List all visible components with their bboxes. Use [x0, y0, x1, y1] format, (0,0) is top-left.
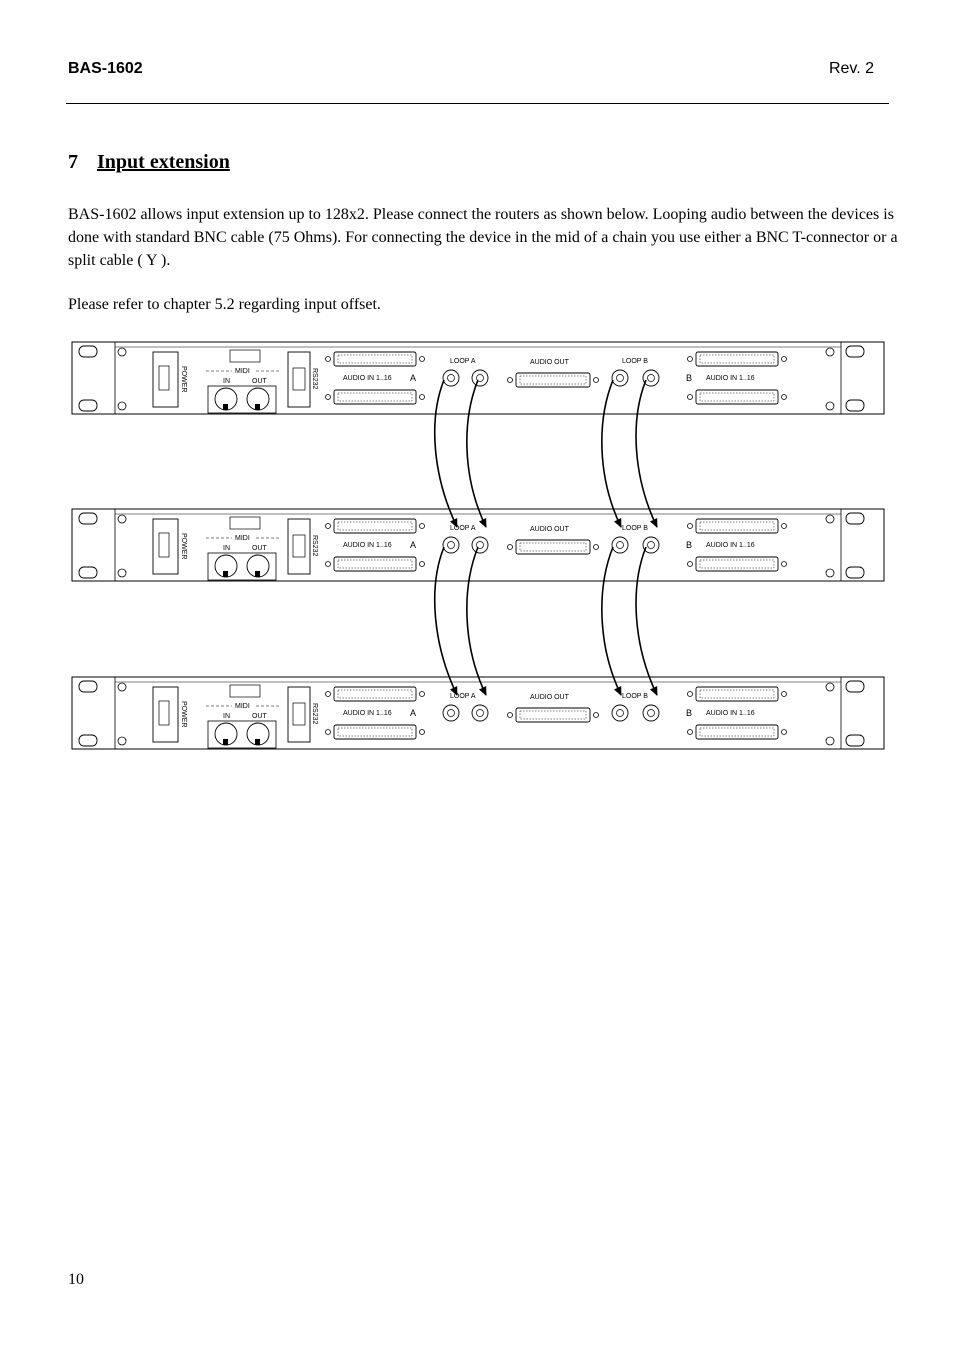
paragraph-reference: Please refer to chapter 5.2 regarding input offset.	[68, 296, 381, 313]
midi-label: MIDI	[235, 535, 250, 542]
ear-slot-1	[79, 346, 97, 357]
audio-in-a-upper-screw-right	[420, 524, 425, 529]
loop-a-bnc-1-pin	[448, 710, 455, 717]
audio-in-a-lower-pins	[338, 393, 412, 401]
unit-frame	[72, 677, 884, 749]
audio-in-b-lower-pins	[700, 728, 774, 736]
loop-b-bnc-2-pin	[648, 710, 655, 717]
audio-in-a-upper	[326, 352, 425, 366]
audio-out-connector-screw-left	[508, 713, 513, 718]
midi-switch	[230, 517, 260, 529]
audio-in-b-lower	[688, 557, 787, 571]
side-a-label: A	[410, 540, 417, 550]
side-b-label: B	[686, 373, 693, 383]
midi-switch	[230, 350, 260, 362]
audio-in-a-upper-screw-right	[420, 692, 425, 697]
loop-b-bnc-2-pin	[648, 375, 655, 382]
audio-in-a-upper-screw-left	[326, 357, 331, 362]
audio-in-b-lower-screw-right	[782, 562, 787, 567]
midi-in-key	[223, 404, 228, 410]
audio-in-b-lower-screw-right	[782, 730, 787, 735]
audio-in-a-lower-pins	[338, 560, 412, 568]
corner-screw-4	[826, 737, 834, 745]
power-connector	[159, 366, 169, 390]
power-label: POWER	[180, 366, 187, 393]
audio-in-a-upper-shell	[334, 352, 416, 366]
audio-out-connector-shell	[516, 540, 590, 554]
header-model: BAS-1602	[68, 60, 143, 77]
audio-in-b-lower-pins	[700, 560, 774, 568]
loop-a-bnc-2-ring	[472, 705, 488, 721]
page-number: 10	[68, 1271, 84, 1288]
loop-a-bnc-2-pin	[477, 710, 484, 717]
audio-in-a-lower	[326, 390, 425, 404]
audio-in-b-lower-pins	[700, 393, 774, 401]
audio-in-a-upper-shell	[334, 687, 416, 701]
audio-in-a-lower-screw-right	[420, 730, 425, 735]
rs232-box	[288, 687, 310, 742]
midi-switch	[230, 685, 260, 697]
corner-screw-1	[118, 348, 126, 356]
side-b-label: B	[686, 708, 693, 718]
audio-in-b-upper-shell	[696, 352, 778, 366]
audio-in-a-lower-shell	[334, 725, 416, 739]
loop-b-bnc-1-ring	[612, 537, 628, 553]
audio-in-b-lower-screw-left	[688, 562, 693, 567]
midi-label: MIDI	[235, 368, 250, 375]
ear-slot-2	[79, 567, 97, 578]
audio-in-b-upper-shell	[696, 687, 778, 701]
loop-a-bnc-2-ring	[472, 370, 488, 386]
loop-a-bnc-1-pin	[448, 375, 455, 382]
audio-out-connector-pins	[520, 376, 586, 384]
corner-screw-3	[826, 515, 834, 523]
side-b-label: B	[686, 540, 693, 550]
ear-slot-4	[846, 400, 864, 411]
audio-out-connector-pins	[520, 543, 586, 551]
ear-slot-2	[79, 735, 97, 746]
loop-b-bnc-1-pin	[617, 710, 624, 717]
audio-out-connector-screw-right	[594, 713, 599, 718]
audio-in-a-lower	[326, 557, 425, 571]
rack-unit-2	[72, 509, 884, 581]
audio-in-a-label: AUDIO IN 1..16	[343, 710, 392, 717]
loop-a-bnc-2-ring	[472, 537, 488, 553]
audio-in-a-upper-screw-left	[326, 524, 331, 529]
loop-b-bnc-2-pin	[648, 542, 655, 549]
audio-in-a-lower-screw-left	[326, 730, 331, 735]
loop-a-bnc-1-ring	[443, 537, 459, 553]
midi-in-label: IN	[223, 545, 230, 552]
side-a-label: A	[410, 708, 417, 718]
audio-in-b-upper	[688, 519, 787, 533]
midi-out-label: OUT	[252, 545, 267, 552]
loop-a-label: LOOP A	[450, 358, 476, 365]
audio-out-connector-screw-left	[508, 378, 513, 383]
audio-out-connector-pins	[520, 711, 586, 719]
loop-b-bnc-1-pin	[617, 375, 624, 382]
audio-in-a-upper-screw-right	[420, 357, 425, 362]
ear-slot-3	[846, 513, 864, 524]
audio-in-a-lower-shell	[334, 390, 416, 404]
audio-out-connector-screw-right	[594, 545, 599, 550]
rack-unit-3	[72, 677, 884, 749]
midi-out-key	[255, 739, 260, 745]
side-a-label: A	[410, 373, 417, 383]
audio-in-b-upper-screw-left	[688, 692, 693, 697]
ear-slot-3	[846, 681, 864, 692]
audio-in-a-upper-pins	[338, 522, 412, 530]
loop-a-bnc-1-pin	[448, 542, 455, 549]
power-connector	[159, 533, 169, 557]
rs232-label: RS232	[311, 535, 318, 557]
corner-screw-4	[826, 569, 834, 577]
loop-a-bnc-1	[443, 537, 459, 553]
section-heading	[68, 151, 230, 174]
audio-in-b-label: AUDIO IN 1..16	[706, 375, 755, 382]
loop-a-bnc-2	[472, 705, 488, 721]
loop-a-bnc-2	[472, 537, 488, 553]
corner-screw-1	[118, 683, 126, 691]
loop-a-label: LOOP A	[450, 693, 476, 700]
rack-units	[72, 342, 884, 749]
corner-screw-3	[826, 683, 834, 691]
power-connector	[159, 701, 169, 725]
audio-in-b-upper-screw-right	[782, 692, 787, 697]
audio-in-b-upper-screw-right	[782, 524, 787, 529]
audio-in-b-lower	[688, 390, 787, 404]
power-box	[153, 352, 178, 407]
loop-b-bnc-1	[612, 370, 628, 386]
loop-b-bnc-1-ring	[612, 370, 628, 386]
midi-in-label: IN	[223, 713, 230, 720]
loop-a-bnc-2	[472, 370, 488, 386]
midi-out-label: OUT	[252, 713, 267, 720]
midi-out-label: OUT	[252, 378, 267, 385]
loop-a-label: LOOP A	[450, 525, 476, 532]
power-box	[153, 687, 178, 742]
ear-slot-4	[846, 735, 864, 746]
midi-label: MIDI	[235, 703, 250, 710]
audio-in-b-upper-pins	[700, 690, 774, 698]
audio-in-b-lower-screw-left	[688, 730, 693, 735]
audio-in-a-upper	[326, 519, 425, 533]
paragraph-intro: BAS-1602 allows input extension up to 128x2. Please connect the routers as shown below. Looping audio between the devices is done with standard BNC cable (75 Ohms). For connecting the device in the mid of a chain you use either a BNC T-connector or a split cable ( Y ).	[68, 206, 898, 269]
corner-screw-3	[826, 348, 834, 356]
audio-in-b-upper	[688, 352, 787, 366]
loop-a-bnc-1	[443, 705, 459, 721]
loop-b-bnc-1-ring	[612, 705, 628, 721]
audio-out-label: AUDIO OUT	[530, 526, 569, 533]
rs232-connector	[293, 535, 305, 557]
section-title: Input extension	[97, 151, 230, 173]
audio-in-b-label: AUDIO IN 1..16	[706, 542, 755, 549]
audio-in-b-lower-shell	[696, 725, 778, 739]
loop-b-bnc-2-ring	[643, 705, 659, 721]
audio-in-b-upper-pins	[700, 355, 774, 363]
audio-in-a-upper-pins	[338, 690, 412, 698]
corner-screw-4	[826, 402, 834, 410]
corner-screw-2	[118, 402, 126, 410]
power-label: POWER	[180, 701, 187, 728]
header-revision: Rev. 2	[828, 60, 874, 77]
audio-in-b-lower-shell	[696, 390, 778, 404]
rs232-label: RS232	[311, 703, 318, 725]
audio-out-connector-screw-left	[508, 545, 513, 550]
rs232-connector	[293, 368, 305, 390]
audio-out-connector-screw-right	[594, 378, 599, 383]
audio-in-b-label: AUDIO IN 1..16	[706, 710, 755, 717]
unit-frame	[72, 342, 884, 414]
audio-in-a-label: AUDIO IN 1..16	[343, 375, 392, 382]
audio-out-label: AUDIO OUT	[530, 359, 569, 366]
audio-out-connector-shell	[516, 708, 590, 722]
loop-cable-1-4	[636, 380, 657, 527]
loop-cable-2-3	[602, 547, 621, 695]
power-label: POWER	[180, 533, 187, 560]
loop-b-label: LOOP B	[622, 693, 648, 700]
loop-cable-1-1	[435, 380, 457, 527]
audio-in-b-lower	[688, 725, 787, 739]
ear-slot-1	[79, 513, 97, 524]
loop-cable-1-3	[602, 380, 621, 527]
midi-panel	[208, 553, 276, 580]
corner-screw-2	[118, 569, 126, 577]
section-number: 7	[68, 151, 78, 173]
rack-unit-1	[72, 342, 884, 414]
midi-in-key	[223, 571, 228, 577]
loop-a-bnc-1-ring	[443, 705, 459, 721]
unit-frame	[72, 509, 884, 581]
loop-b-label: LOOP B	[622, 525, 648, 532]
audio-in-b-lower-screw-left	[688, 395, 693, 400]
audio-in-b-lower-shell	[696, 557, 778, 571]
audio-in-b-upper	[688, 687, 787, 701]
loop-b-bnc-1	[612, 705, 628, 721]
loop-b-label: LOOP B	[622, 358, 648, 365]
loop-cable-2-1	[435, 547, 457, 695]
midi-out-key	[255, 404, 260, 410]
header-rule	[66, 103, 889, 104]
loop-b-bnc-2	[643, 705, 659, 721]
midi-in-label: IN	[223, 378, 230, 385]
loop-cable-2-4	[636, 547, 657, 695]
audio-in-a-lower	[326, 725, 425, 739]
audio-in-b-upper-shell	[696, 519, 778, 533]
loop-b-bnc-1	[612, 537, 628, 553]
audio-in-a-lower-shell	[334, 557, 416, 571]
audio-in-b-upper-screw-left	[688, 357, 693, 362]
rs232-connector	[293, 703, 305, 725]
ear-slot-2	[79, 400, 97, 411]
loop-a-bnc-1	[443, 370, 459, 386]
audio-out-connector	[508, 540, 599, 554]
loop-b-bnc-1-pin	[617, 542, 624, 549]
audio-in-a-upper-shell	[334, 519, 416, 533]
audio-in-a-upper	[326, 687, 425, 701]
audio-in-b-upper-screw-left	[688, 524, 693, 529]
audio-in-a-lower-screw-right	[420, 395, 425, 400]
audio-out-label: AUDIO OUT	[530, 694, 569, 701]
audio-in-a-lower-screw-left	[326, 562, 331, 567]
midi-in-key	[223, 739, 228, 745]
midi-panel	[208, 721, 276, 748]
rs232-box	[288, 519, 310, 574]
corner-screw-1	[118, 515, 126, 523]
loop-cable-1-2	[467, 380, 486, 527]
audio-in-b-upper-screw-right	[782, 357, 787, 362]
audio-in-b-lower-screw-right	[782, 395, 787, 400]
audio-in-a-lower-screw-left	[326, 395, 331, 400]
power-box	[153, 519, 178, 574]
connection-diagram	[60, 335, 900, 760]
rs232-box	[288, 352, 310, 407]
audio-in-a-lower-pins	[338, 728, 412, 736]
loop-a-bnc-1-ring	[443, 370, 459, 386]
audio-out-connector	[508, 373, 599, 387]
rs232-label: RS232	[311, 368, 318, 390]
audio-in-a-lower-screw-right	[420, 562, 425, 567]
audio-in-b-upper-pins	[700, 522, 774, 530]
ear-slot-4	[846, 567, 864, 578]
loop-cable-2-2	[467, 547, 486, 695]
ear-slot-3	[846, 346, 864, 357]
corner-screw-2	[118, 737, 126, 745]
audio-out-connector	[508, 708, 599, 722]
audio-in-a-upper-pins	[338, 355, 412, 363]
audio-in-a-upper-screw-left	[326, 692, 331, 697]
midi-out-key	[255, 571, 260, 577]
audio-in-a-label: AUDIO IN 1..16	[343, 542, 392, 549]
audio-out-connector-shell	[516, 373, 590, 387]
midi-panel	[208, 386, 276, 413]
ear-slot-1	[79, 681, 97, 692]
